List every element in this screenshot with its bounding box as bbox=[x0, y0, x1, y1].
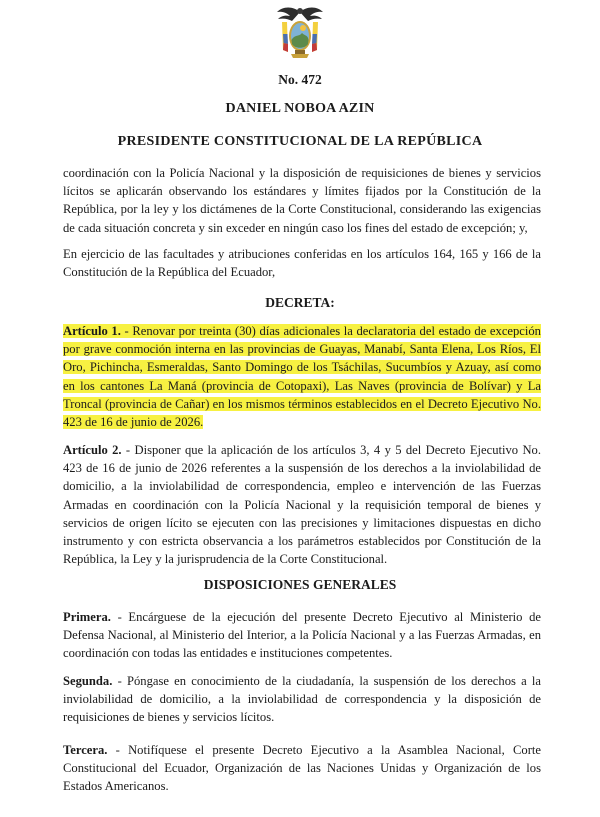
decreta-heading: DECRETA: bbox=[265, 295, 335, 310]
intro-paragraph: coordinación con la Policía Nacional y la disposición de requisiciones de bienes y servicios lícitos se aplicarán observando los estándares y límites fijados por la Constitución de la República, por la ley y los dictámenes de la Corte Constitucional, considerando las exigencias de cada situación concreta y sin exceder en ningún caso los fines del estado de excepción; y, bbox=[63, 166, 541, 235]
dispositions-heading: DISPOSICIONES GENERALES bbox=[203, 577, 397, 592]
article-1-paragraph bbox=[63, 322, 541, 431]
article-2-label: Artículo 2. bbox=[63, 443, 122, 457]
ecuador-coat-of-arms-icon bbox=[275, 4, 325, 60]
disposition-tercera-text: - Notifíquese el presente Decreto Ejecutivo a la Asamblea Nacional, Corte Constitucional del Ecuador, Organización de las Naciones Unidas y Organización de los Estados Americanos. bbox=[63, 743, 541, 794]
article-1-label: Artículo 1. bbox=[63, 324, 121, 338]
decree-number: No. 472 bbox=[278, 72, 322, 87]
disposition-segunda-label: Segunda. bbox=[63, 674, 113, 688]
disposition-tercera-paragraph bbox=[63, 741, 541, 796]
disposition-tercera-label: Tercera. bbox=[63, 743, 108, 757]
article-2-text: - Disponer que la aplicación de los artículos 3, 4 y 5 del Decreto Ejecutivo No. 423 de 16 de junio de 2026 referentes a la suspensión de los derechos a la inviolabilidad de domicilio, a la inviolabilidad de correspondencia, empleo e intervención de las Fuerzas Armadas en coordinación con la Policía Nacional y la requisición temporal de bienes y servicios de origen lícito se ejecuten con las precisiones y limitaciones dispuestas en dicho instrumento y con estricta observancia a los parámetros establecidos por Constitución de la República, la Ley y la jurisprudencia de la Corte Constitucional. bbox=[63, 443, 541, 567]
ejercicio-paragraph: En ejercicio de las facultades y atribuciones conferidas en los artículos 164, 165 y 166 de la Constitución de la República del Ecuador, bbox=[63, 247, 541, 280]
disposition-segunda-text: - Póngase en conocimiento de la ciudadanía, la suspensión de los derechos a la inviolabilidad de domicilio, a la inviolabilidad de correspondencia y la disposición de requisiciones de bienes y servicios lícitos. bbox=[63, 674, 541, 725]
disposition-primera-paragraph bbox=[63, 608, 541, 663]
article-1-text: - Renovar por treinta (30) días adicionales la declaratoria del estado de excepción por grave conmoción interna en las provincias de Guayas, Manabí, Santa Elena, Los Ríos, El Oro, Pichincha, Esmeraldas, Santo Domingo de los Tsáchilas, Sucumbíos y Azuay, así como en los cantones La Maná (provincia de Cotopaxi), Las Naves (provincia de Bolívar) y La Troncal (provincia de Cañar) en los mismos términos establecidos en el Decreto Ejecutivo No. 423 de 16 de junio de 2026. bbox=[63, 324, 541, 430]
article-2-paragraph bbox=[63, 441, 541, 568]
highlight-mark bbox=[63, 324, 541, 429]
office-title: PRESIDENTE CONSTITUCIONAL DE LA REPÚBLICA bbox=[117, 134, 483, 149]
disposition-primera-label: Primera. bbox=[63, 610, 111, 624]
president-name: DANIEL NOBOA AZIN bbox=[225, 101, 375, 116]
disposition-primera-text: - Encárguese de la ejecución del presente Decreto Ejecutivo al Ministerio de Defensa Nacional, al Ministerio del Interior, a la Policía Nacional y a las Fuerzas Armadas, en coordinación con todas las entidades e instituciones competentes. bbox=[63, 610, 541, 661]
disposition-segunda-paragraph bbox=[63, 672, 541, 727]
